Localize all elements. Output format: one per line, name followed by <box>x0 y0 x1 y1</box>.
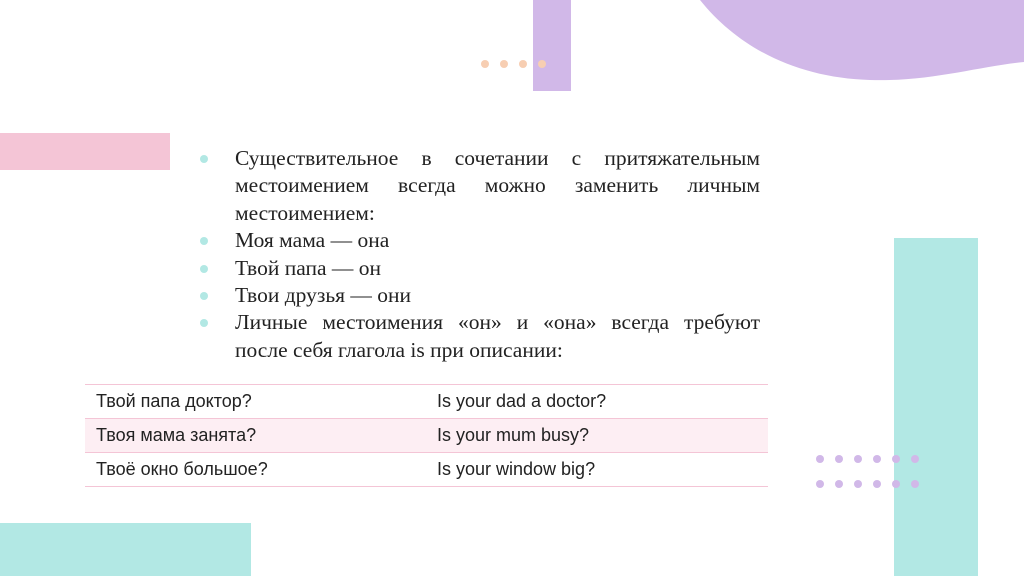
bullet-list <box>198 145 760 364</box>
bullet-text: Твои друзья — они <box>235 283 412 308</box>
table-row <box>85 419 768 453</box>
bullet-text: Твой папа — он <box>235 255 382 280</box>
bullet-text: Существительное в сочетании с притяжательным местоимением всегда можно заменить личным местоимением: <box>235 146 760 225</box>
bullet-dot-icon <box>200 237 208 245</box>
table-row <box>85 385 768 419</box>
decorative-purple-bar <box>533 0 571 91</box>
bullet-item <box>198 255 760 282</box>
bullet-dot-icon <box>200 319 208 327</box>
bullet-text: Личные местоимения «он» и «она» всегда требуют после себя глагола is при описании: <box>235 310 760 362</box>
decorative-purple-dots <box>812 452 924 492</box>
english-cell: Is your window big? <box>426 453 768 487</box>
decorative-teal-column <box>894 238 978 576</box>
english-cell: Is your dad a doctor? <box>426 385 768 419</box>
english-cell: Is your mum busy? <box>426 419 768 453</box>
table-row <box>85 453 768 487</box>
russian-cell: Твоя мама занята? <box>85 419 426 453</box>
decorative-purple-blob <box>700 0 1024 82</box>
bullet-text: Моя мама — она <box>235 228 390 253</box>
bullet-dot-icon <box>200 265 208 273</box>
decorative-peach-dots <box>480 58 550 70</box>
decorative-teal-block <box>0 523 251 576</box>
bullet-dot-icon <box>200 155 208 163</box>
bullet-item <box>198 309 760 364</box>
decorative-pink-bar <box>0 133 170 170</box>
russian-cell: Твой папа доктор? <box>85 385 426 419</box>
translation-table <box>85 384 768 487</box>
bullet-item <box>198 145 760 227</box>
russian-cell: Твоё окно большое? <box>85 453 426 487</box>
bullet-item <box>198 227 760 254</box>
bullet-item <box>198 282 760 309</box>
bullet-dot-icon <box>200 292 208 300</box>
